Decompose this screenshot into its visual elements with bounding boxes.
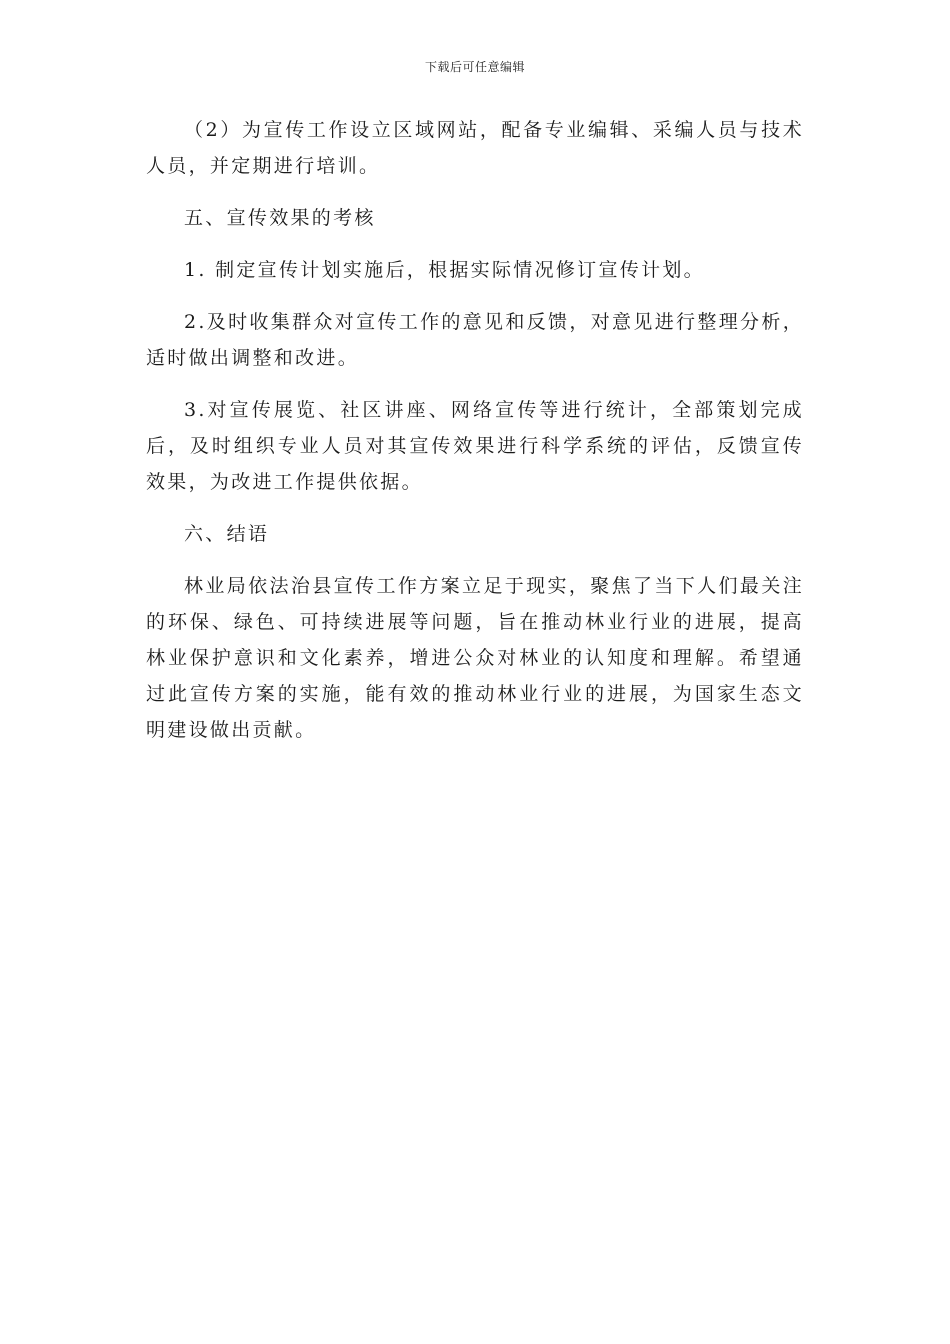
section-heading-assessment: 五、宣传效果的考核 xyxy=(184,207,376,229)
paragraph-item-1: 1. 制定宣传计划实施后，根据实际情况修订宣传计划。 xyxy=(184,259,705,281)
paragraph-conclusion: 林业局依法治县宣传工作方案立足于现实，聚焦了当下人们最关注的环保、绿色、可持续进展等问题，旨在推动林业行业的进展，提高林业保护意识和文化素养，增进公众对林业的认知度和理解。希望通过此宣传方案的实施，能有效的推动林业行业的进展，为国家生态文明建设做出贡献。 xyxy=(146,575,804,741)
section-heading-conclusion: 六、结语 xyxy=(184,523,270,545)
paragraph-website-training: （2）为宣传工作设立区域网站，配备专业编辑、采编人员与技术人员，并定期进行培训。 xyxy=(146,119,804,177)
page-header: 下载后可任意编辑 xyxy=(424,60,525,74)
document-body xyxy=(146,112,804,764)
paragraph-item-2: 2.及时收集群众对宣传工作的意见和反馈，对意见进行整理分析，适时做出调整和改进。 xyxy=(146,311,804,369)
paragraph-item-3: 3.对宣传展览、社区讲座、网络宣传等进行统计，全部策划完成后，及时组织专业人员对其宣传效果进行科学系统的评估，反馈宣传效果，为改进工作提供依据。 xyxy=(146,399,804,493)
